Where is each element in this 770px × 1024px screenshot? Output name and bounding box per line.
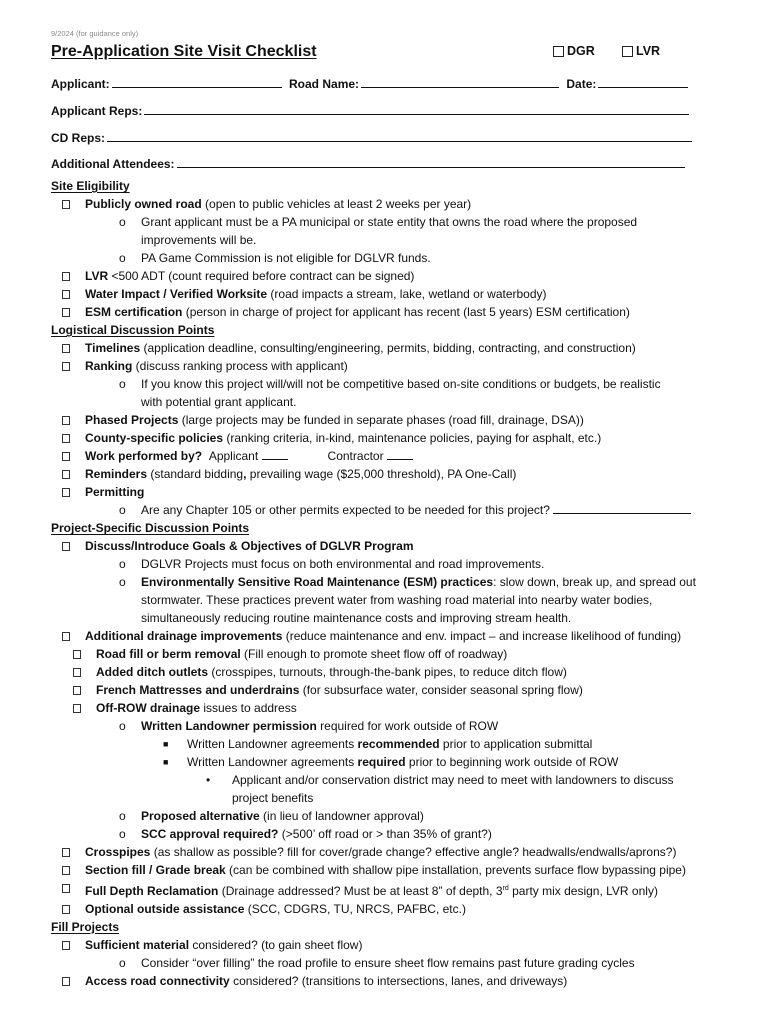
- checkbox[interactable]: [62, 905, 70, 914]
- item-lvr[interactable]: LVR <500 ADT (count required before contract can be signed): [51, 268, 730, 286]
- sub-grant-applicant-cont: improvements will be.: [141, 233, 257, 247]
- checkbox[interactable]: [62, 632, 70, 641]
- item-county[interactable]: County-specific policies (ranking criteria, in-kind, maintenance policies, paying for asphalt, etc.): [51, 430, 730, 448]
- permits-blank[interactable]: [553, 502, 691, 514]
- circle-bullet-icon: o: [119, 251, 126, 265]
- circle-bullet-icon: o: [119, 827, 126, 841]
- lvr-option[interactable]: [622, 44, 660, 58]
- attendees-field[interactable]: [177, 156, 685, 168]
- checkbox[interactable]: [62, 542, 70, 551]
- sub-ranking-cont: with potential grant applicant.: [141, 395, 297, 409]
- item-french-mattresses[interactable]: French Mattresses and underdrains (for subsurface water, consider seasonal spring flow): [51, 682, 730, 700]
- checkbox[interactable]: [62, 470, 70, 479]
- sub-goals-2-cont1: stormwater. These practices prevent water from washing road material into nearby water bodies,: [141, 593, 653, 607]
- applicant-label: Applicant:: [51, 77, 110, 91]
- sub-goals-1: o DGLVR Projects must focus on both environmental and road improvements.: [51, 556, 730, 574]
- item-crosspipes[interactable]: Crosspipes (as shallow as possible? fill for cover/grade change? effective angle? headwalls/endwalls/aprons?): [51, 844, 730, 862]
- sub-game-commission: o PA Game Commission is not eligible for DGLVR funds.: [51, 250, 730, 268]
- page-title: Pre-Application Site Visit Checklist: [51, 43, 317, 60]
- checkbox[interactable]: [62, 488, 70, 497]
- item-ranking[interactable]: Ranking (discuss ranking process with applicant): [51, 358, 730, 376]
- checkbox[interactable]: [73, 668, 81, 677]
- checkbox[interactable]: [73, 704, 81, 713]
- sub-scc: o SCC approval required? (>500’ off road or > than 35% of grant?): [51, 826, 730, 844]
- circle-bullet-icon: o: [119, 575, 126, 589]
- attendees-row: [51, 156, 689, 171]
- version-note: 9/2024 (for guidance only): [51, 29, 139, 38]
- attendees-label: Additional Attendees:: [51, 157, 175, 171]
- item-water-impact[interactable]: Water Impact / Verified Worksite (road impacts a stream, lake, wetland or waterbody): [51, 286, 730, 304]
- checkbox[interactable]: [62, 308, 70, 317]
- cd-reps-row: [51, 130, 696, 145]
- checkbox[interactable]: [62, 977, 70, 986]
- checkbox[interactable]: [62, 344, 70, 353]
- section-site-eligibility: Site Eligibility: [51, 179, 130, 193]
- sub-goals-2: o Environmentally Sensitive Road Maintenance (ESM) practices: slow down, break up, and spread out: [51, 574, 730, 592]
- applicant-field[interactable]: [112, 76, 282, 88]
- checkbox[interactable]: [62, 884, 70, 893]
- checkbox[interactable]: [62, 272, 70, 281]
- circle-bullet-icon: o: [119, 809, 126, 823]
- item-off-row[interactable]: Off-ROW drainage issues to address: [51, 700, 730, 718]
- sub-goals-2-cont2: simultaneously reducing routine maintenance costs and improving stream health.: [141, 611, 572, 625]
- item-drainage[interactable]: Additional drainage improvements (reduce maintenance and env. impact – and increase likelihood of funding): [51, 628, 730, 646]
- item-section-fill[interactable]: Section fill / Grade break (can be combined with shallow pipe installation, prevents surface flow bypassing pipe): [51, 862, 730, 880]
- checkbox[interactable]: [62, 452, 70, 461]
- circle-bullet-icon: o: [119, 377, 126, 391]
- item-full-depth[interactable]: Full Depth Reclamation (Drainage addressed? Must be at least 8” of depth, 3rd party mix design, LVR only): [51, 880, 730, 901]
- date-label: Date:: [566, 77, 597, 91]
- sub-required: ■ Written Landowner agreements required prior to beginning work outside of ROW: [51, 754, 730, 772]
- applicant-reps-row: [51, 103, 693, 118]
- item-access[interactable]: Access road connectivity considered? (transitions to intersections, lanes, and driveways): [51, 973, 730, 991]
- sub-meet-cont: project benefits: [232, 791, 314, 805]
- road-name-label: Road Name:: [289, 77, 360, 91]
- checkbox[interactable]: [62, 362, 70, 371]
- cd-reps-label: CD Reps:: [51, 131, 106, 145]
- dgr-checkbox[interactable]: [553, 46, 564, 57]
- sub-landowner: o Written Landowner permission required for work outside of ROW: [51, 718, 730, 736]
- sub-alternative: o Proposed alternative (in lieu of landowner approval): [51, 808, 730, 826]
- sub-ranking: o If you know this project will/will not be competitive based on-site conditions or budgets, be realistic: [51, 376, 730, 394]
- contractor-blank[interactable]: [387, 448, 413, 460]
- section-logistical: Logistical Discussion Points: [51, 323, 215, 337]
- checkbox[interactable]: [62, 848, 70, 857]
- circle-bullet-icon: o: [119, 215, 126, 229]
- item-goals[interactable]: Discuss/Introduce Goals & Objectives of DGLVR Program: [51, 538, 730, 556]
- applicant-blank[interactable]: [262, 448, 288, 460]
- item-reminders[interactable]: Reminders (standard bidding, prevailing wage ($25,000 threshold), PA One-Call): [51, 466, 730, 484]
- cd-reps-field[interactable]: [107, 130, 692, 142]
- checkbox[interactable]: [62, 200, 70, 209]
- square-bullet-icon: ■: [163, 739, 169, 749]
- square-bullet-icon: ■: [163, 757, 169, 767]
- sub-meet: • Applicant and/or conservation district may need to meet with landowners to discuss: [51, 772, 730, 790]
- dgr-option[interactable]: [553, 44, 595, 58]
- item-publicly-owned[interactable]: Publicly owned road (open to public vehicles at least 2 weeks per year): [51, 196, 730, 214]
- sub-grant-applicant: o Grant applicant must be a PA municipal or state entity that owns the road where the proposed: [51, 214, 730, 232]
- checkbox[interactable]: [62, 290, 70, 299]
- checkbox[interactable]: [73, 650, 81, 659]
- checkbox[interactable]: [62, 434, 70, 443]
- date-field[interactable]: [598, 76, 688, 88]
- circle-bullet-icon: o: [119, 557, 126, 571]
- circle-bullet-icon: o: [119, 955, 126, 970]
- applicant-reps-field[interactable]: [144, 103, 689, 115]
- item-esm[interactable]: ESM certification (person in charge of project for applicant has recent (last 5 years) ESM certification): [51, 304, 730, 322]
- sub-overfill: o Consider “over filling” the road profile to ensure sheet flow remains past future grading cycles: [51, 955, 730, 973]
- item-work-performed[interactable]: Work performed by? Applicant Contractor: [51, 448, 730, 466]
- checkbox[interactable]: [62, 941, 70, 950]
- sub-permitting: o Are any Chapter 105 or other permits expected to be needed for this project?: [51, 502, 730, 520]
- road-name-field[interactable]: [361, 76, 559, 88]
- checkbox[interactable]: [62, 866, 70, 875]
- applicant-row: [51, 76, 692, 91]
- item-ditch-outlets[interactable]: Added ditch outlets (crosspipes, turnouts, through-the-bank pipes, to reduce ditch flow): [51, 664, 730, 682]
- sub-recommended: ■ Written Landowner agreements recommended prior to application submittal: [51, 736, 730, 754]
- checkbox[interactable]: [73, 686, 81, 695]
- item-sufficient[interactable]: Sufficient material considered? (to gain sheet flow): [51, 937, 730, 955]
- section-fill-projects: Fill Projects: [51, 919, 120, 934]
- dgr-label: DGR: [567, 44, 595, 58]
- circle-bullet-icon: o: [119, 719, 126, 733]
- checkbox[interactable]: [62, 416, 70, 425]
- item-timelines[interactable]: Timelines (application deadline, consulting/engineering, permits, bidding, contracting, and construction): [51, 340, 730, 358]
- item-phased[interactable]: Phased Projects (large projects may be funded in separate phases (road fill, drainage, DSA)): [51, 412, 730, 430]
- dot-bullet-icon: •: [206, 773, 211, 787]
- item-road-fill[interactable]: Road fill or berm removal (Fill enough to promote sheet flow off of roadway): [51, 646, 730, 664]
- section-project-specific: Project-Specific Discussion Points: [51, 521, 250, 535]
- lvr-checkbox[interactable]: [622, 46, 633, 57]
- item-optional[interactable]: Optional outside assistance (SCC, CDGRS, TU, NRCS, PAFBC, etc.): [51, 901, 730, 919]
- checklist-content: [51, 178, 730, 991]
- applicant-reps-label: Applicant Reps:: [51, 104, 143, 118]
- lvr-label: LVR: [636, 44, 661, 58]
- item-permitting[interactable]: Permitting: [51, 484, 730, 502]
- circle-bullet-icon: o: [119, 503, 126, 517]
